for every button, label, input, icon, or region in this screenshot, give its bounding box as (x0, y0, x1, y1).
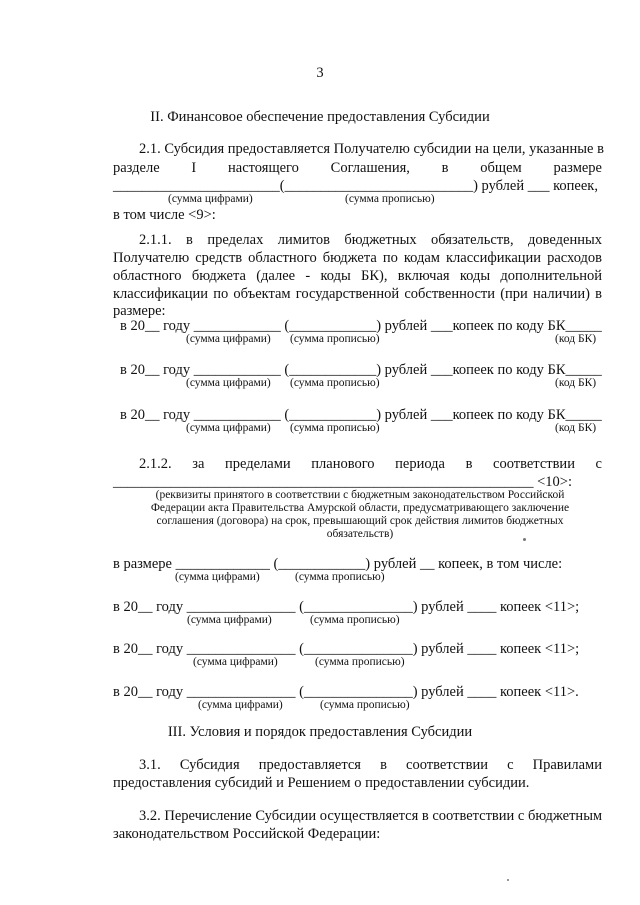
section-2-heading: II. Финансовое обеспечение предоставления Субсидии (150, 109, 490, 125)
p212-size-hint-words: (сумма прописью) (295, 571, 385, 583)
p212-row-1: в 20__ году _______________ (_______________) рублей ____ копеек <11>; (113, 599, 580, 615)
p211-row-3-hint-words: (сумма прописью) (290, 422, 380, 434)
p21-line-1: 2.1. Субсидия предоставляется Получателю субсидии на цели, указанные в (139, 141, 604, 157)
p211-row-2-hint-digits: (сумма цифрами) (186, 377, 271, 389)
p212-size-hint-digits: (сумма цифрами) (175, 571, 260, 583)
scan-speck (507, 879, 509, 881)
p212-row-2-hint-digits: (сумма цифрами) (193, 656, 278, 668)
p211-line-2: Получателю средств областного бюджета по кодам классификации расходов (113, 250, 602, 266)
p32-line-1: 3.2. Перечисление Субсидии осуществляется в соответствии с бюджетным (139, 808, 603, 824)
p211-row-3-hint-code: (код БК) (555, 422, 597, 434)
p212-row-2-hint-words: (сумма прописью) (315, 656, 405, 668)
p212-requisites-2: Федерации акта Правительства Амурской области, предусматривающего заключение (150, 502, 570, 514)
p21-hint-words: (сумма прописью) (345, 193, 435, 205)
p31-line-1: 3.1. Субсидия предоставляется в соответствии с Правилами (139, 757, 602, 773)
p211-row-1: в 20__ году ____________ (____________) рублей ___копеек по коду БК_____ (120, 318, 602, 334)
p211-line-3: областного бюджета (далее - коды БК), включая коды дополнительной (113, 268, 602, 284)
p212-line-2: __________________________________________________________ <10>: (113, 474, 573, 490)
p212-requisites-4: обязательств) (326, 528, 394, 540)
p21-line-2: разделе I настоящего Соглашения, в общем размере (113, 160, 602, 176)
p32-line-2: законодательством Российской Федерации: (113, 826, 381, 842)
p212-line-1: 2.1.2. за пределами планового периода в соответствии с (139, 456, 602, 472)
p211-row-3-hint-digits: (сумма цифрами) (186, 422, 271, 434)
p212-requisites-3: соглашения (договора) на срок, превышающий срок действия лимитов бюджетных (156, 515, 564, 527)
p211-line-4: классификации по объектам государственной собственности (при наличии) в (113, 286, 602, 302)
p211-line-5: размере: (113, 303, 166, 319)
p211-row-1-hint-digits: (сумма цифрами) (186, 333, 271, 345)
p212-requisites-1: (реквизиты принятого в соответствии с бюджетным законодательством Российской (155, 489, 565, 501)
p212-row-1-hint-words: (сумма прописью) (310, 614, 400, 626)
p211-row-2-hint-words: (сумма прописью) (290, 377, 380, 389)
section-3-heading: III. Условия и порядок предоставления Субсидии (167, 724, 473, 740)
p21-line-4: в том числе <9>: (113, 207, 216, 223)
scan-speck (523, 538, 526, 541)
p212-row-3-hint-digits: (сумма цифрами) (198, 699, 283, 711)
p211-row-1-hint-code: (код БК) (555, 333, 597, 345)
p211-row-3: в 20__ году ____________ (____________) рублей ___копеек по коду БК_____ (120, 407, 602, 423)
p212-size-row: в размере _____________ (____________) рублей __ копеек, в том числе: (113, 556, 563, 572)
page-number: 3 (316, 65, 324, 81)
p211-line-1: 2.1.1. в пределах лимитов бюджетных обязательств, доведенных (139, 232, 602, 248)
p211-row-1-hint-words: (сумма прописью) (290, 333, 380, 345)
p21-hint-digits: (сумма цифрами) (168, 193, 253, 205)
p211-row-2-hint-code: (код БК) (555, 377, 597, 389)
p31-line-2: предоставления субсидий и Решением о предоставлении субсидии. (113, 775, 530, 791)
p211-row-2: в 20__ году ____________ (____________) рублей ___копеек по коду БК_____ (120, 362, 602, 378)
p212-row-3: в 20__ году _______________ (_______________) рублей ____ копеек <11>. (113, 684, 579, 700)
p21-amount-line: _______________________(__________________________) рублей ___ копеек, (113, 178, 598, 194)
p212-row-2: в 20__ году _______________ (_______________) рублей ____ копеек <11>; (113, 641, 580, 657)
p212-row-1-hint-digits: (сумма цифрами) (187, 614, 272, 626)
p212-row-3-hint-words: (сумма прописью) (320, 699, 410, 711)
